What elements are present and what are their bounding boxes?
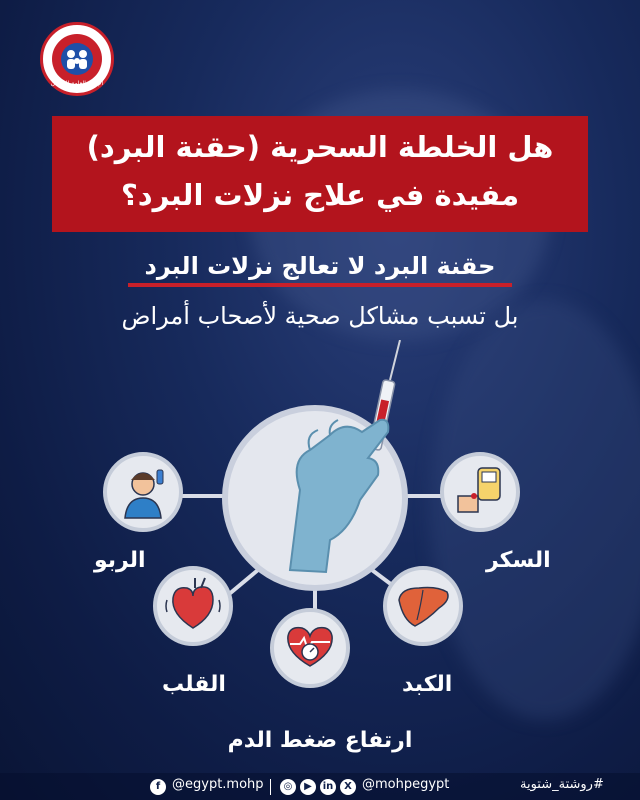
blood-pressure-label: ارتفاع ضغط الدم bbox=[227, 728, 413, 753]
asthma-label: الربو bbox=[94, 548, 146, 573]
liver-label: الكبد bbox=[402, 672, 453, 697]
liver-circle bbox=[383, 566, 463, 646]
asthma-circle bbox=[103, 452, 183, 532]
heart-pressure-gauge-icon bbox=[274, 612, 346, 684]
heart-circle bbox=[153, 566, 233, 646]
logo-caption: الإدارة العامة للسكان bbox=[50, 80, 104, 87]
asthma-patient-icon bbox=[107, 456, 179, 528]
facebook-icon[interactable]: f bbox=[150, 779, 166, 795]
title-line-2: مفيدة في علاج نزلات البرد؟ bbox=[120, 178, 520, 212]
subtitle-line-2: بل تسبب مشاكل صحية لأصحاب أمراض bbox=[121, 302, 519, 330]
footer-handle-right[interactable]: @mohpegypt bbox=[362, 777, 450, 792]
glucose-meter-icon bbox=[444, 456, 516, 528]
liver-icon bbox=[387, 570, 459, 642]
diabetes-label: السكر bbox=[486, 548, 551, 573]
instagram-icon[interactable]: ◎ bbox=[280, 779, 296, 795]
heart-label: القلب bbox=[162, 672, 226, 697]
footer-hashtag[interactable]: #روشتة_شتوية bbox=[520, 777, 604, 792]
linkedin-icon[interactable]: in bbox=[320, 779, 336, 795]
footer-bar bbox=[0, 773, 640, 800]
footer-handle-left[interactable]: @egypt.mohp bbox=[172, 777, 264, 792]
heart-organ-icon bbox=[157, 570, 229, 642]
blood-pressure-circle bbox=[270, 608, 350, 688]
diabetes-circle bbox=[440, 452, 520, 532]
x-twitter-icon[interactable]: X bbox=[340, 779, 356, 795]
youtube-icon[interactable]: ▶ bbox=[300, 779, 316, 795]
gloved-hand-syringe-icon bbox=[250, 340, 410, 580]
footer-separator bbox=[270, 779, 271, 795]
subtitle-line-1: حقنة البرد لا تعالج نزلات البرد bbox=[144, 252, 496, 280]
title-line-1: هل الخلطة السحرية (حقنة البرد) bbox=[86, 130, 554, 164]
